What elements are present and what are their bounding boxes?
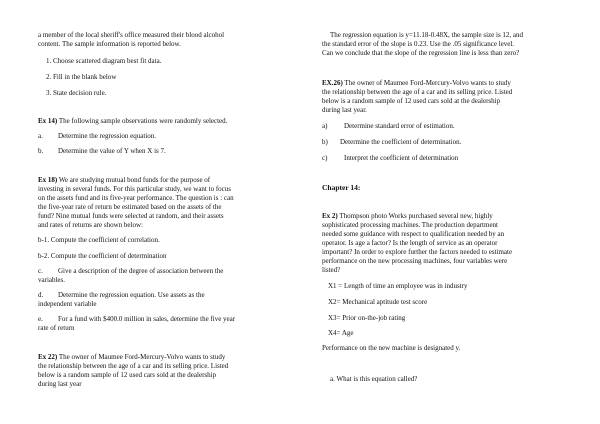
ex18-line-1: [38, 176, 210, 185]
ex22-line-2: the relationship between the age of a car and its selling price. Listed: [38, 362, 229, 370]
ex2-line-6: performance on the new processing machines, four variables were: [322, 257, 508, 265]
question-a: a. What is this equation called?: [330, 375, 418, 383]
intro-line-1: a member of the local sheriff's office measured their blood alcohol: [38, 31, 225, 39]
intro-line-2: content. The sample information is reported below.: [38, 40, 181, 48]
ex14-b: [38, 147, 43, 156]
ex2-line-4: operator. Is age a factor? Is the length of service as an operator: [322, 239, 498, 247]
ex14-a: [38, 132, 43, 141]
performance-line: Performance on the new machine is designated y.: [322, 344, 461, 352]
d-line-2: independent variable: [38, 300, 97, 308]
b1-line: b-1. Compute the coefficient of correlation.: [38, 236, 160, 244]
b2-line: b-2. Compute the coefficient of determination: [38, 252, 167, 260]
reg-line-3: Can we conclude that the slope of the regression line is less than zero?: [322, 49, 520, 57]
ex26-c-text: Interpret the coefficient of determination: [344, 154, 459, 162]
e-line-2: rate of return: [38, 324, 75, 332]
ex26-label: EX.26): [322, 79, 343, 87]
step-3: 3. State decision rule.: [46, 89, 107, 97]
e-label: e.: [38, 315, 43, 323]
ex2-line-2: sophisticated processing machines. The production department: [322, 221, 498, 229]
ex18-line-4: the five-year rate of return be estimated based on the assets of the: [38, 203, 222, 211]
ex14-b-text: Determine the value of Y when X is 7.: [58, 147, 166, 155]
ex26-c-label: c): [322, 154, 328, 162]
ex2-line-3: needed some guidance with respect to qualification needed by an: [322, 230, 505, 238]
ex18-line-5: fund? Nine mutual funds were selected at random, and their assets: [38, 212, 224, 220]
ex22-line-4: during last year: [38, 380, 82, 388]
ex26-line-2: the relationship between the age of a car and its selling price. Listed: [322, 88, 513, 96]
ex18-text-1: We are studying mutual bond funds for the purpose of: [57, 176, 211, 184]
ex2-line-5: important? In order to explore further the factors needed to estimate: [322, 248, 513, 256]
ex2-line-7: listed?: [322, 266, 341, 274]
ex14-a-text: Determine the regression equation.: [58, 132, 156, 140]
ex22-text-1: The owner of Maumee Ford-Mercury-Volvo wants to study: [57, 353, 226, 361]
step-1: 1. Choose scattered diagram best fit data.: [46, 57, 162, 65]
ex18-line-3: on the assets fund and its five-year performance. The question is : can: [38, 194, 234, 202]
ex14-text: The following sample observations were randomly selected.: [57, 117, 228, 125]
ex14-a-label: a.: [38, 132, 43, 140]
ex14-label: Ex 14): [38, 117, 58, 125]
ex26-line-4: during last year.: [322, 106, 367, 114]
ex18-label: Ex 18): [38, 176, 58, 184]
ex22-line-3: below is a random sample of 12 used cars sold at the dealership: [38, 371, 217, 379]
chapter-heading: Chapter 14:: [322, 183, 361, 192]
ex26-b-label: b): [322, 138, 328, 146]
var-x3: X3= Prior on-the-job rating: [328, 314, 406, 322]
e-line-1: For a fund with $400.0 million in sales, determine the five year: [58, 315, 236, 323]
c-line-1: Give a description of the degree of association between the: [58, 267, 224, 275]
c-line-2: variables.: [38, 276, 66, 284]
d-label: d.: [38, 291, 44, 299]
var-x4: X4= Age: [328, 329, 354, 337]
ex26-text-1: The owner of Maumee Ford-Mercury-Volvo wants to study: [342, 79, 511, 87]
ex2-text-1: Thompson photo Works purchased several new, highly: [337, 212, 493, 220]
ex18-line-2: investing in several funds. For this particular study, we want to focus: [38, 185, 231, 193]
reg-line-2: the standard error of the slope is 0.23. Use the .05 significance level.: [322, 40, 515, 48]
ex2-line-1: [322, 212, 493, 221]
ex18-line-6: and rates of returns are shown below:: [38, 221, 143, 229]
ex14-heading: [38, 117, 227, 126]
ex22-line-1: [38, 353, 225, 362]
var-x2: X2= Mechanical aptitude test score: [328, 298, 428, 306]
step-2: 2. Fill in the blank below: [46, 73, 117, 81]
c-label: c.: [38, 267, 43, 275]
d-line-1: Determine the regression equation. Use assets as the: [58, 291, 205, 299]
ex22-label: Ex 22): [38, 353, 58, 361]
ex26-a-label: a): [322, 122, 328, 130]
ex26-line-1: [322, 79, 511, 88]
ex26-a-text: Determine standard error of estimation.: [344, 122, 455, 130]
ex14-b-label: b.: [38, 147, 44, 155]
var-x1: X1 = Length of time an employee was in industry: [328, 282, 468, 290]
ex2-label: Ex 2): [322, 212, 338, 220]
ex26-line-3: below is a random sample of 12 used cars sold at the dealership: [322, 97, 501, 105]
ex26-b-text: Determine the coefficient of determination.: [340, 138, 462, 146]
reg-line-1: The regression equation is y=11.18-0.48X, the sample size is 12, and: [330, 31, 524, 39]
